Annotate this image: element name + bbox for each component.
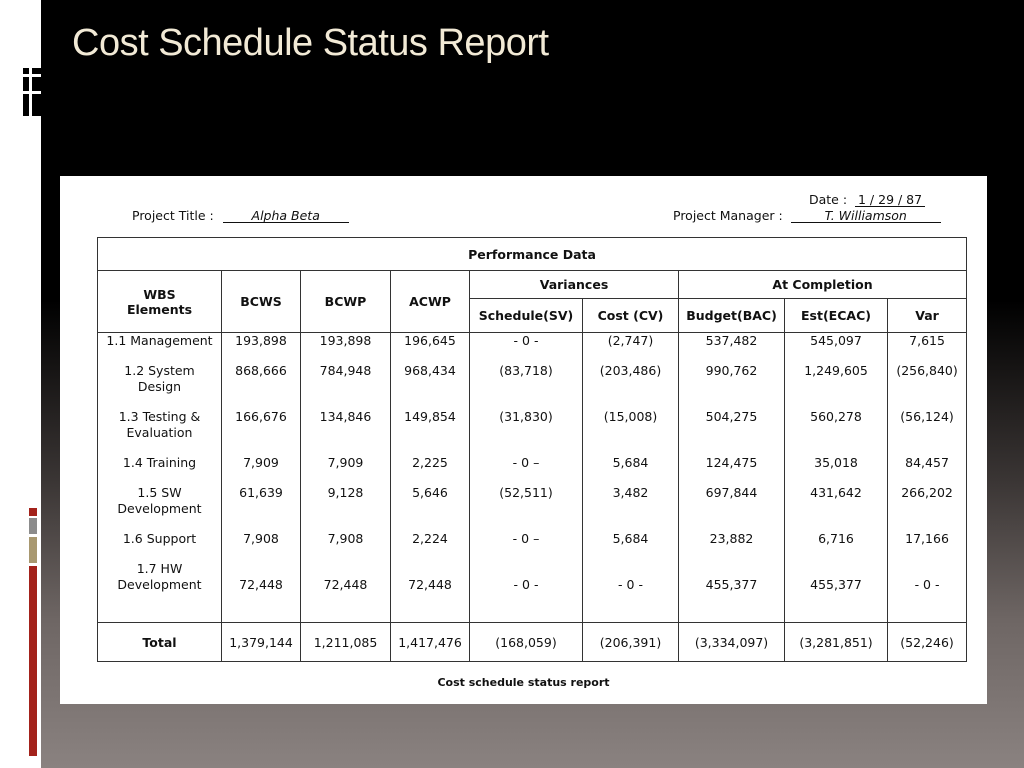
total-cv: (206,391) <box>583 623 679 662</box>
total-acwp: 1,417,476 <box>391 623 470 662</box>
wbs-cell: 1.7 HW Development <box>117 561 202 592</box>
wbs-cell: 1.1 Management <box>106 333 213 348</box>
total-bcwp: 1,211,085 <box>301 623 391 662</box>
est-ecac-header: Est(ECAC) <box>785 299 888 333</box>
acwp-header: ACWP <box>391 271 470 333</box>
wbs-cell: 1.3 Testing & Evaluation <box>118 409 201 440</box>
total-sv: (168,059) <box>470 623 583 662</box>
wbs-cell: 1.5 SW Development <box>117 485 202 516</box>
report-header <box>60 176 987 236</box>
budget-bac-header: Budget(BAC) <box>679 299 785 333</box>
decorative-color-bars <box>29 508 37 756</box>
wbs-header-line1: WBS <box>143 286 176 302</box>
variances-header: Variances <box>470 271 679 299</box>
budget-bac-column: 537,482 990,762 504,275 124,475 697,844 23,882 455,377 <box>679 333 785 623</box>
bcwp-header: BCWP <box>301 271 391 333</box>
schedule-sv-column: - 0 - (83,718) (31,830) - 0 – (52,511) - 0 – - 0 - <box>470 333 583 623</box>
est-ecac-column: 545,097 1,249,605 560,278 35,018 431,642 6,716 455,377 <box>785 333 888 623</box>
wbs-header-line2: Elements <box>126 301 193 317</box>
date-field <box>809 192 925 207</box>
at-completion-header: At Completion <box>679 271 967 299</box>
date-value: 1 / 29 / 87 <box>855 193 925 207</box>
total-label: Total <box>98 623 222 662</box>
wbs-cell: 1.4 Training <box>122 455 197 470</box>
decorative-squares <box>23 68 41 122</box>
date-label: Date : <box>809 192 848 207</box>
cost-cv-column: (2,747) (203,486) (15,008) 5,684 3,482 5,684 - 0 - <box>583 333 679 623</box>
performance-table <box>97 237 967 662</box>
var-header: Var <box>888 299 967 333</box>
wbs-cell: 1.6 Support <box>122 531 197 546</box>
bcws-column: 193,898 868,666 166,676 7,909 61,639 7,908 72,448 <box>222 333 301 623</box>
schedule-sv-header: Schedule(SV) <box>470 299 583 333</box>
acwp-column: 196,645 968,434 149,854 2,225 5,646 2,224 72,448 <box>391 333 470 623</box>
project-title-label: Project Title : <box>132 208 214 223</box>
report-caption: Cost schedule status report <box>437 676 610 689</box>
total-var: (52,246) <box>888 623 967 662</box>
report-document <box>60 176 987 704</box>
project-manager-label: Project Manager : <box>673 208 783 223</box>
table-title: Performance Data <box>98 238 967 271</box>
slide-title: Cost Schedule Status Report <box>72 22 549 64</box>
total-bcws: 1,379,144 <box>222 623 301 662</box>
project-title-field <box>132 208 349 223</box>
cost-cv-header: Cost (CV) <box>583 299 679 333</box>
var-column: 7,615 (256,840) (56,124) 84,457 266,202 17,166 - 0 - <box>888 333 967 623</box>
project-title-value: Alpha Beta <box>223 209 349 223</box>
table-body-rows <box>98 333 967 623</box>
total-bac: (3,334,097) <box>679 623 785 662</box>
bcwp-column: 193,898 784,948 134,846 7,909 9,128 7,908 72,448 <box>301 333 391 623</box>
total-row <box>98 623 967 662</box>
wbs-column <box>98 333 222 623</box>
project-manager-value: T. Williamson <box>791 209 941 223</box>
bcws-header: BCWS <box>222 271 301 333</box>
project-manager-field <box>673 208 941 223</box>
total-ecac: (3,281,851) <box>785 623 888 662</box>
wbs-header <box>98 271 222 333</box>
wbs-cell: 1.2 System Design <box>124 363 195 394</box>
